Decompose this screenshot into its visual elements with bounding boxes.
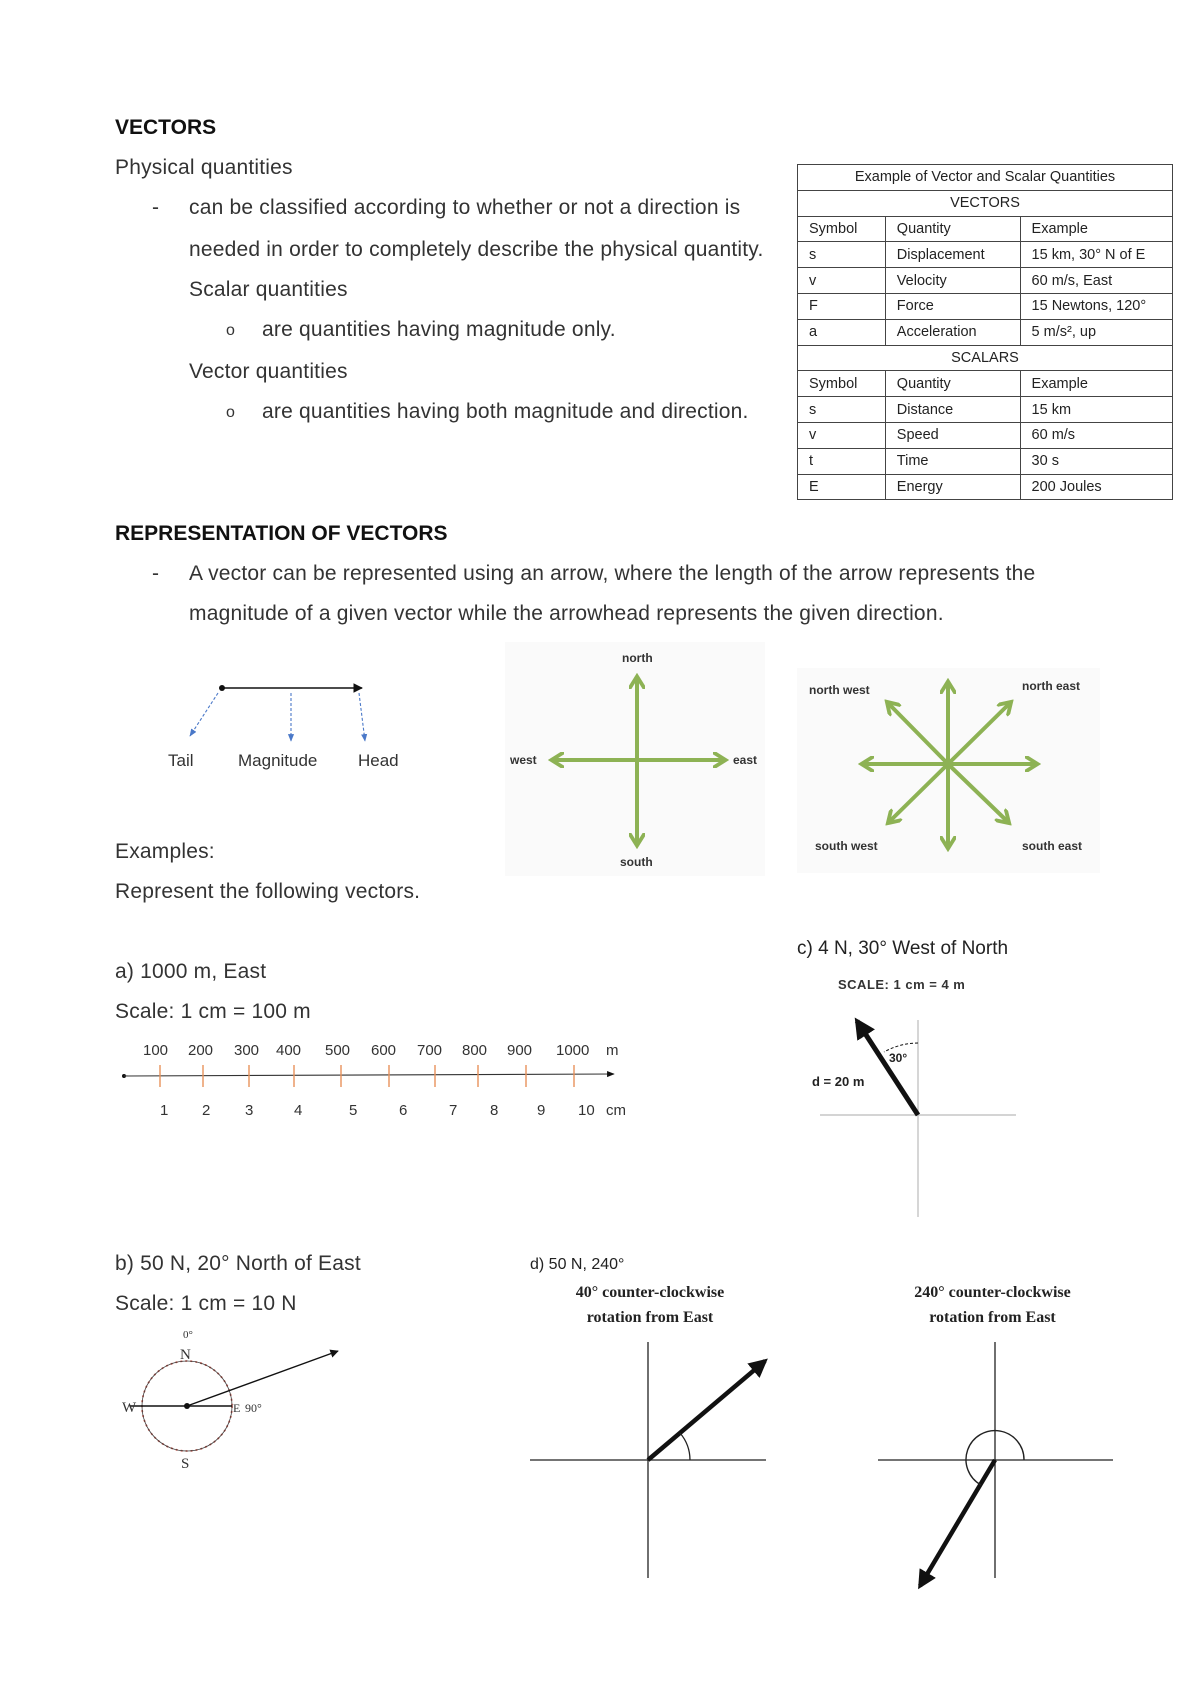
ruler-bottom-label: 1 xyxy=(160,1102,169,1119)
example-a-title: a) 1000 m, East xyxy=(115,960,267,983)
column-header: Quantity xyxy=(885,216,1020,242)
ruler-bottom-label: 4 xyxy=(294,1102,303,1119)
table-cell: Speed xyxy=(885,422,1020,448)
head-pointer xyxy=(359,693,365,741)
ruler-top-label: 500 xyxy=(325,1042,351,1059)
north-east-label: north east xyxy=(1022,679,1081,693)
table-scalars-header: SCALARS xyxy=(798,345,1173,371)
example-b-scale: Scale: 1 cm = 10 N xyxy=(115,1292,297,1315)
circle-bullet: o xyxy=(226,322,235,339)
ruler-bottom-label: 10 xyxy=(578,1102,595,1119)
example-b-title: b) 50 N, 20° North of East xyxy=(115,1252,361,1275)
example-c-scale: SCALE: 1 cm = 4 m xyxy=(838,977,966,992)
ruler-bottom-label: cm xyxy=(606,1102,626,1119)
distance-label: d = 20 m xyxy=(812,1074,865,1089)
representation-line-1: A vector can be represented using an arrow, where the length of the arrow represents the xyxy=(189,562,1036,585)
table-cell: E xyxy=(798,474,886,500)
table-cell: F xyxy=(798,293,886,319)
ruler-top-label: 100 xyxy=(143,1042,169,1059)
example-d-left-diagram xyxy=(530,1342,766,1578)
column-header: Example xyxy=(1020,371,1172,397)
force-vector-arrow xyxy=(648,1361,765,1460)
table-cell: t xyxy=(798,448,886,474)
column-header: Symbol xyxy=(798,371,886,397)
east-label: east xyxy=(733,753,758,767)
tail-pointer xyxy=(190,693,218,736)
table-caption: Example of Vector and Scalar Quantities xyxy=(798,165,1173,191)
example-d-right-caption-1: 240° counter-clockwise xyxy=(914,1284,1071,1301)
table-vectors-header: VECTORS xyxy=(798,190,1173,216)
dash-bullet: - xyxy=(152,196,159,219)
vector-definition: are quantities having both magnitude and direction. xyxy=(262,400,749,423)
ruler-bottom-label: 6 xyxy=(399,1102,408,1119)
angle-label: 30° xyxy=(889,1051,908,1065)
south-label: south xyxy=(620,855,653,869)
column-header: Quantity xyxy=(885,371,1020,397)
intro-line-1: can be classified according to whether or not a direction is xyxy=(189,196,741,219)
north-label: N xyxy=(180,1347,191,1363)
example-d-left-caption-2: rotation from East xyxy=(586,1309,714,1326)
ruler-top-labels xyxy=(143,1042,619,1059)
example-a-scale: Scale: 1 cm = 100 m xyxy=(115,1000,311,1023)
force-vector-arrow xyxy=(187,1351,338,1406)
table-cell: Displacement xyxy=(885,242,1020,268)
zero-degree-label: 0° xyxy=(183,1329,193,1341)
ruler-top-label: 600 xyxy=(371,1042,397,1059)
example-d-right-diagram xyxy=(878,1342,1113,1586)
table-cell: 15 km, 30° N of E xyxy=(1020,242,1172,268)
examples-title: Examples: xyxy=(115,840,215,863)
north-label: north xyxy=(622,651,653,665)
south-label: S xyxy=(181,1456,190,1472)
example-c-title: c) 4 N, 30° West of North xyxy=(797,938,1009,959)
ruler-arrow xyxy=(124,1074,614,1076)
north-west-label: north west xyxy=(809,683,870,697)
column-header: Symbol xyxy=(798,216,886,242)
ruler-top-label: 400 xyxy=(276,1042,302,1059)
table-cell: Acceleration xyxy=(885,319,1020,345)
south-east-label: south east xyxy=(1022,839,1083,853)
west-label: west xyxy=(510,753,537,767)
example-c-diagram xyxy=(812,1020,1016,1217)
example-d-right-caption-2: rotation from East xyxy=(929,1309,1056,1326)
example-a-ruler xyxy=(122,1042,626,1119)
ruler-bottom-label: 3 xyxy=(245,1102,254,1119)
ruler-top-label: 300 xyxy=(234,1042,260,1059)
magnitude-label: Magnitude xyxy=(238,751,318,770)
ruler-bottom-labels xyxy=(160,1102,626,1119)
heading-representation: REPRESENTATION OF VECTORS xyxy=(115,522,448,545)
example-d-left-caption-1: 40° counter-clockwise xyxy=(575,1284,725,1301)
tail-label: Tail xyxy=(168,751,194,770)
table-cell: 60 m/s, East xyxy=(1020,268,1172,294)
table-cell: Energy xyxy=(885,474,1020,500)
table-cell: 60 m/s xyxy=(1020,422,1172,448)
table-cell: a xyxy=(798,319,886,345)
table-cell: 15 Newtons, 120° xyxy=(1020,293,1172,319)
west-label: W xyxy=(122,1400,137,1416)
example-b-diagram xyxy=(122,1329,338,1472)
ninety-degree-label: 90° xyxy=(245,1401,262,1415)
compass-eight-directions xyxy=(797,668,1100,873)
table-cell: Force xyxy=(885,293,1020,319)
ruler-top-label: 800 xyxy=(462,1042,488,1059)
ruler-bottom-label: 9 xyxy=(537,1102,546,1119)
intro-line-2: needed in order to completely describe the physical quantity. xyxy=(189,238,764,261)
ruler-top-label: 200 xyxy=(188,1042,214,1059)
east-label: E xyxy=(233,1401,241,1415)
table-cell: 200 Joules xyxy=(1020,474,1172,500)
table-cell: s xyxy=(798,397,886,423)
force-vector-arrow xyxy=(920,1460,995,1586)
scalar-definition: are quantities having magnitude only. xyxy=(262,318,616,341)
scalar-title: Scalar quantities xyxy=(189,278,348,301)
table-cell: v xyxy=(798,422,886,448)
compass-four-directions xyxy=(505,642,765,876)
ruler-bottom-label: 7 xyxy=(449,1102,458,1119)
table-cell: 5 m/s², up xyxy=(1020,319,1172,345)
ruler-bottom-label: 5 xyxy=(349,1102,358,1119)
arrow-parts xyxy=(168,685,399,770)
physical-quantities-label: Physical quantities xyxy=(115,156,293,179)
angle-arc xyxy=(680,1433,690,1460)
vector-title: Vector quantities xyxy=(189,360,348,383)
representation-line-2: magnitude of a given vector while the arrowhead represents the given direction. xyxy=(189,602,944,625)
examples-instruction: Represent the following vectors. xyxy=(115,880,421,903)
table-cell: v xyxy=(798,268,886,294)
table-cell: 15 km xyxy=(1020,397,1172,423)
heading-vectors: VECTORS xyxy=(115,116,217,139)
dash-bullet: - xyxy=(152,562,159,585)
ruler-top-label: 1000 xyxy=(556,1042,590,1059)
force-vector-arrow xyxy=(857,1021,918,1115)
table-cell: Distance xyxy=(885,397,1020,423)
ruler-bottom-label: 2 xyxy=(202,1102,211,1119)
table-cell: Time xyxy=(885,448,1020,474)
ruler-top-label: 700 xyxy=(417,1042,443,1059)
table-cell: s xyxy=(798,242,886,268)
table-cell: 30 s xyxy=(1020,448,1172,474)
ruler-bottom-label: 8 xyxy=(490,1102,499,1119)
head-label: Head xyxy=(358,751,399,770)
south-west-label: south west xyxy=(815,839,878,853)
ruler-top-label: 900 xyxy=(507,1042,533,1059)
column-header: Example xyxy=(1020,216,1172,242)
example-d-title: d) 50 N, 240° xyxy=(530,1256,625,1273)
ruler-top-label: m xyxy=(606,1042,619,1059)
circle-bullet: o xyxy=(226,404,235,421)
table-cell: Velocity xyxy=(885,268,1020,294)
